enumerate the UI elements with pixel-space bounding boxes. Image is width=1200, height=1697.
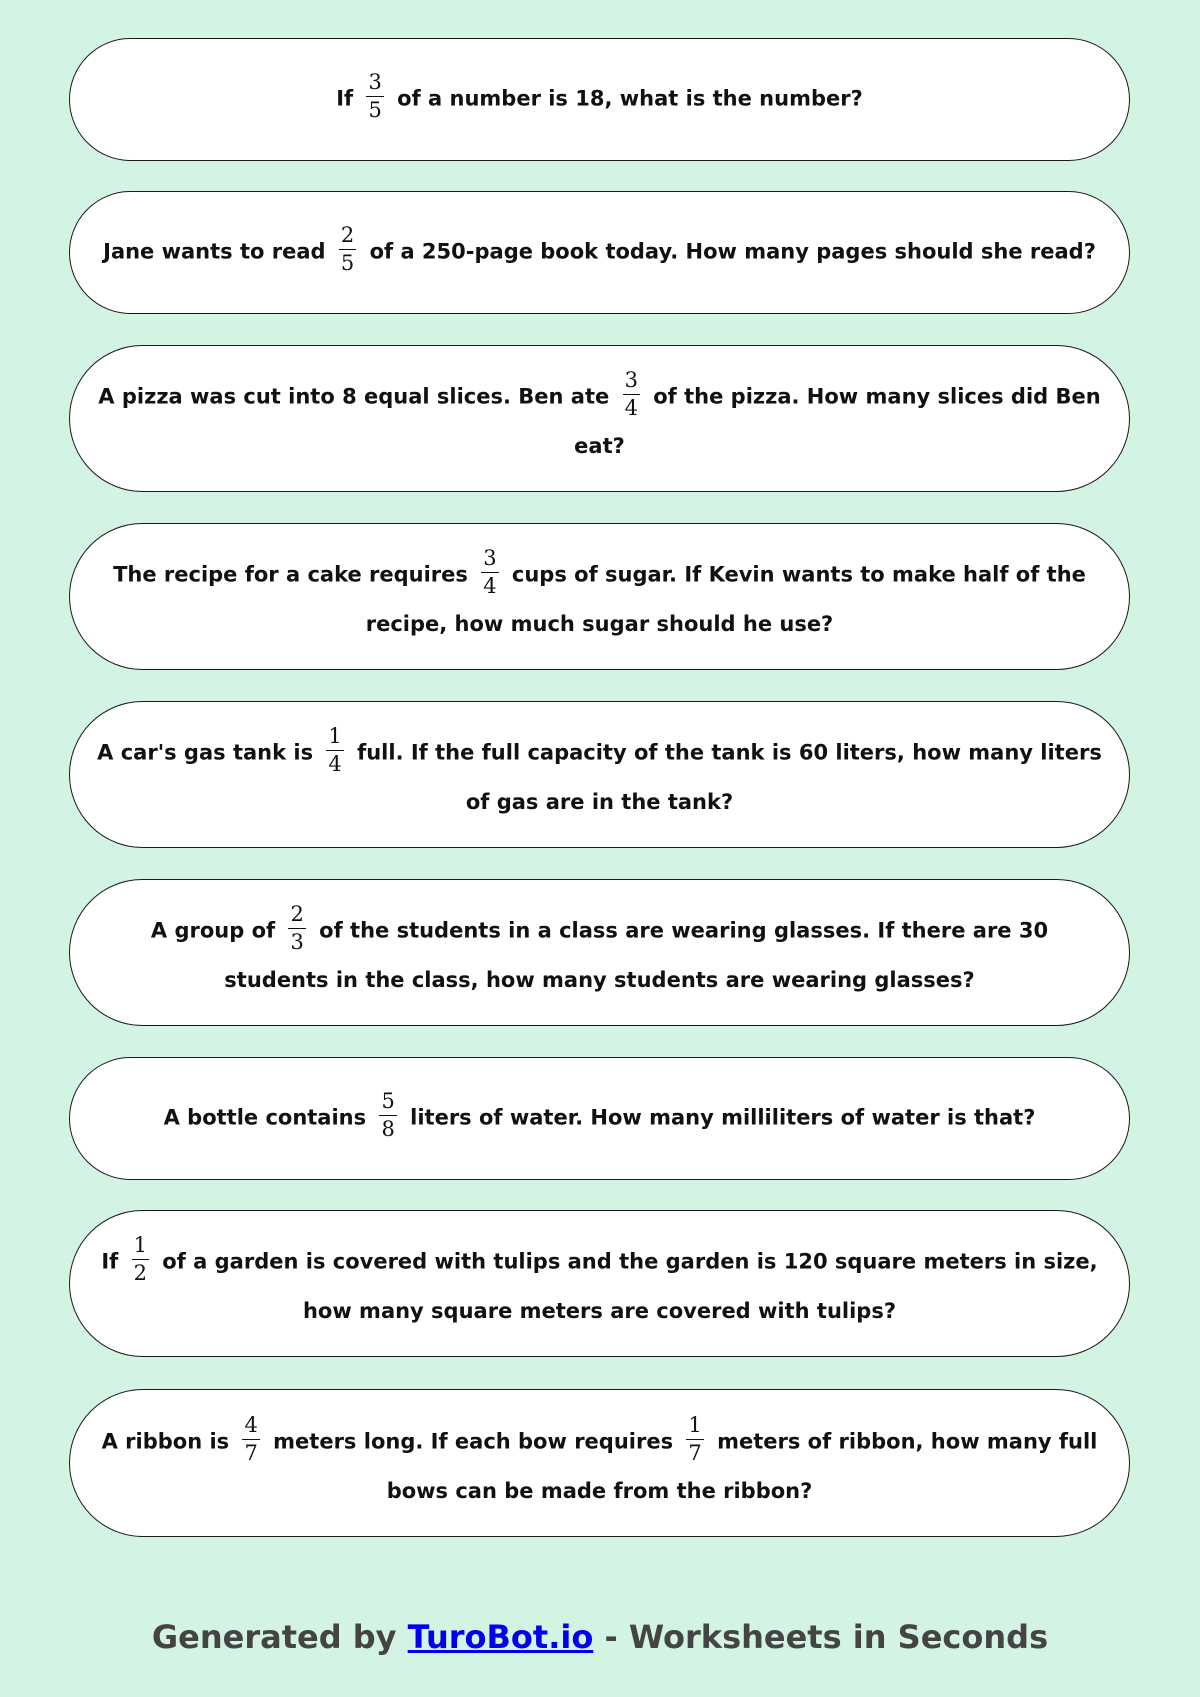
fraction: $\frac{2}{3}$ (290, 902, 304, 954)
question-card (69, 1210, 1130, 1357)
question-text: The recipe for a cake requires $\frac{3}{4}$ cups of sugar. If Kevin wants to make half of the recipe, how much sugar should he use? (113, 546, 1086, 636)
question-card (69, 1057, 1130, 1180)
question-text: A bottle contains $\frac{5}{8}$ liters of water. How many milliliters of water is that? (163, 1089, 1036, 1141)
fraction: $\frac{2}{5}$ (340, 223, 355, 275)
question-card (69, 879, 1130, 1026)
question-card (69, 345, 1130, 492)
question-text: A car's gas tank is $\frac{1}{4}$ full. If the full capacity of the tank is 60 liters, how many liters of gas are in the tank? (97, 724, 1102, 814)
footer-prefix: Generated by (151, 1618, 397, 1656)
fraction: $\frac{3}{5}$ (368, 70, 382, 122)
question-card (69, 191, 1130, 314)
question-text: A group of $\frac{2}{3}$ of the students in a class are wearing glasses. If there are 30 students in the class, how many students are wearing glasses? (150, 902, 1049, 992)
fraction: $\frac{1}{2}$ (133, 1233, 147, 1285)
question-card (69, 701, 1130, 848)
turobot-link[interactable]: TuroBot.io (407, 1618, 594, 1656)
question-text: If $\frac{3}{5}$ of a number is 18, what is the number? (336, 70, 863, 122)
fraction: $\frac{1}{7}$ (688, 1412, 702, 1465)
question-text: If $\frac{1}{2}$ of a garden is covered with tulips and the garden is 120 square meters in size, how many square meters are covered with tulips? (101, 1233, 1098, 1323)
question-card (69, 38, 1130, 161)
fraction: $\frac{1}{4}$ (328, 724, 342, 776)
question-card (69, 523, 1130, 670)
question-text: Jane wants to read $\frac{2}{5}$ of a 250-page book today. How many pages should she read? (103, 223, 1096, 275)
question-card (69, 1389, 1130, 1537)
footer-suffix: - Worksheets in Seconds (604, 1618, 1049, 1656)
fraction: $\frac{5}{8}$ (381, 1089, 395, 1141)
fraction: $\frac{3}{4}$ (483, 546, 497, 598)
footer (0, 1618, 1200, 1656)
fraction: $\frac{3}{4}$ (624, 368, 638, 420)
fraction: $\frac{4}{7}$ (244, 1412, 258, 1465)
question-text: A ribbon is $\frac{4}{7}$ meters long. If each bow requires $\frac{1}{7}$ meters of ribbon, how many full bows can be made from the ribbon? (101, 1412, 1098, 1503)
question-text: A pizza was cut into 8 equal slices. Ben ate $\frac{3}{4}$ of the pizza. How many slices did Ben eat? (98, 368, 1101, 458)
